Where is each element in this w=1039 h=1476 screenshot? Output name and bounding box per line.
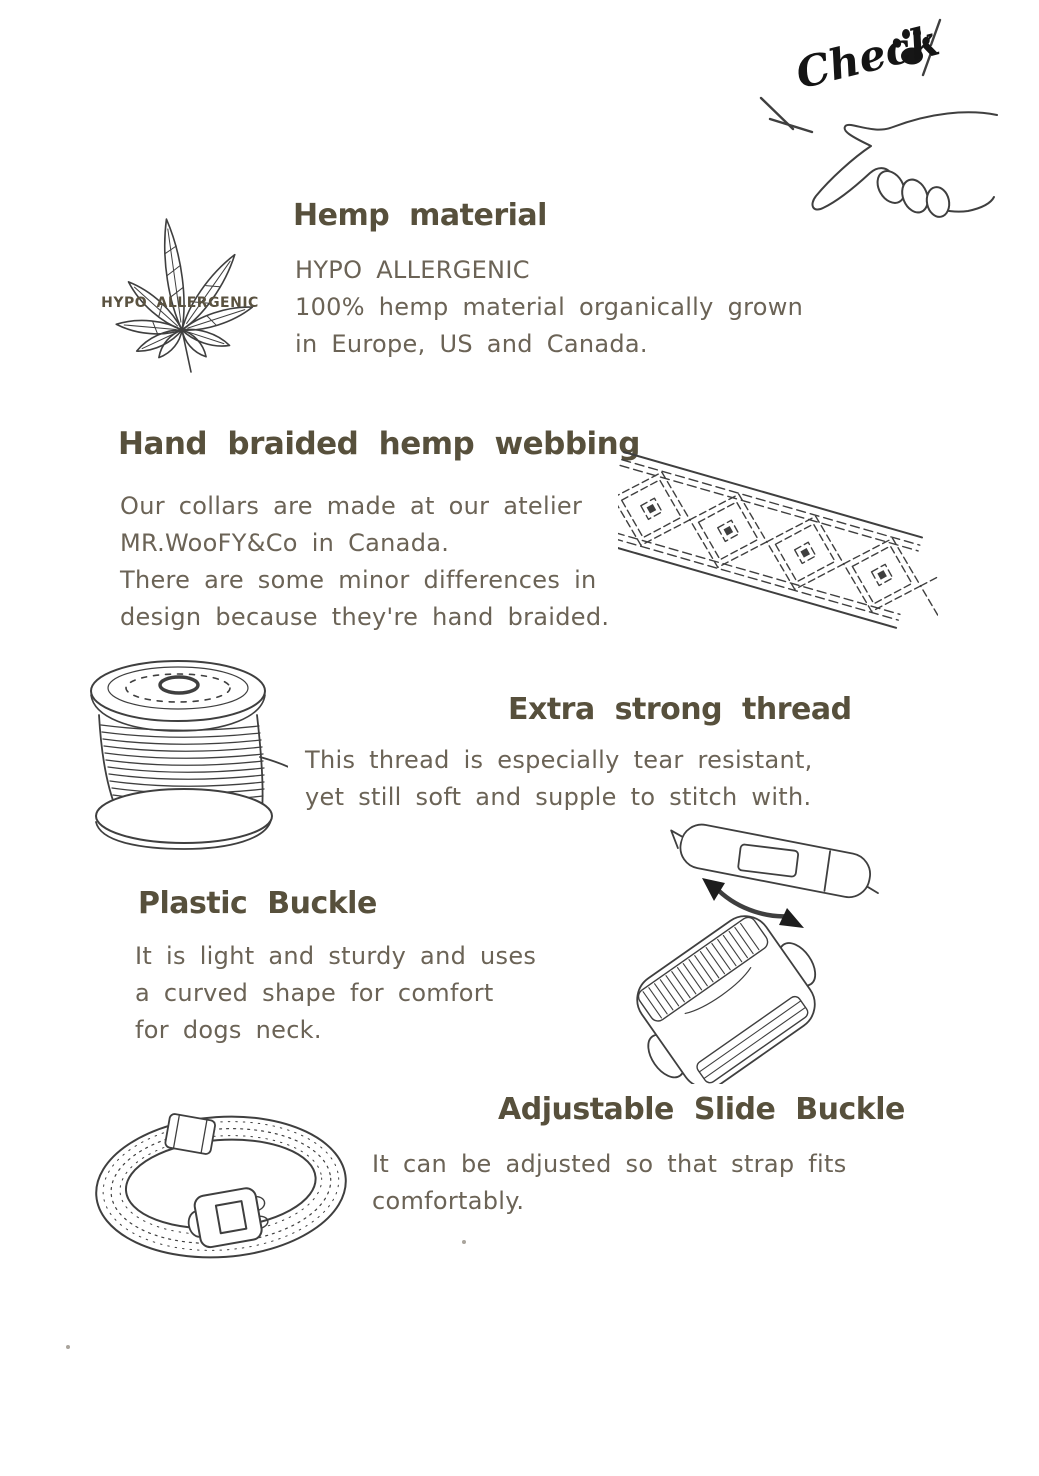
hand-outline xyxy=(812,112,997,219)
text-line: a curved shape for comfort xyxy=(135,979,494,1007)
buckle-illustration xyxy=(630,812,920,1084)
text-line: in Europe, US and Canada. xyxy=(295,330,648,358)
text-line: 100% hemp material organically grown xyxy=(295,293,804,321)
hemp-leaf-icon xyxy=(85,200,275,390)
collar-illustration xyxy=(88,1090,363,1275)
thread-spool-icon xyxy=(68,645,288,855)
hemp-leaf-illustration xyxy=(85,200,275,390)
section-title-plastic-buckle: Plastic Buckle xyxy=(138,886,377,921)
hemp-material-text xyxy=(295,252,803,363)
section-title-hemp-material: Hemp material xyxy=(293,198,547,233)
check-annotation xyxy=(735,15,1039,230)
text-line: It is light and sturdy and uses xyxy=(135,942,537,970)
hypo-allergenic-leaf-label: HYPO ALLERGENIC xyxy=(101,295,259,311)
webbing-illustration xyxy=(618,430,938,635)
text-line: HYPO ALLERGENIC xyxy=(295,256,530,284)
adjustable-slide-buckle-text xyxy=(372,1146,847,1220)
check-label: Check xyxy=(791,15,944,99)
buckle-female-piece xyxy=(630,896,840,1084)
extra-strong-thread-text xyxy=(305,742,813,816)
plastic-buckle-icon xyxy=(630,812,920,1084)
text-line: It can be adjusted so that strap fits xyxy=(372,1150,847,1178)
section-title-hand-braided: Hand braided hemp webbing xyxy=(118,426,640,462)
text-line: for dogs neck. xyxy=(135,1016,322,1044)
section-title-extra-strong-thread: Extra strong thread xyxy=(508,692,852,727)
plastic-buckle-text xyxy=(135,938,536,1049)
thread-spool-illustration xyxy=(68,645,288,855)
text-line: This thread is especially tear resistant, xyxy=(305,746,813,774)
slide-adjuster xyxy=(165,1113,216,1154)
text-line: Our collars are made at our atelier xyxy=(120,492,583,520)
text-line: comfortably. xyxy=(372,1187,525,1215)
dog-collar-icon xyxy=(88,1090,363,1275)
webbing-strap-icon xyxy=(618,430,938,635)
page-speck xyxy=(462,1240,466,1244)
text-line: design because they're hand braided. xyxy=(120,603,610,631)
collar-buckle xyxy=(184,1185,270,1250)
buckle-male-piece xyxy=(665,819,884,903)
text-line: MR.WooFY&Co in Canada. xyxy=(120,529,450,557)
hand-braided-text xyxy=(120,488,609,636)
text-line: yet still soft and supple to stitch with. xyxy=(305,783,812,811)
text-line: There are some minor differences in xyxy=(120,566,597,594)
page-speck xyxy=(66,1345,70,1349)
section-title-adjustable-slide-buckle: Adjustable Slide Buckle xyxy=(498,1092,905,1127)
